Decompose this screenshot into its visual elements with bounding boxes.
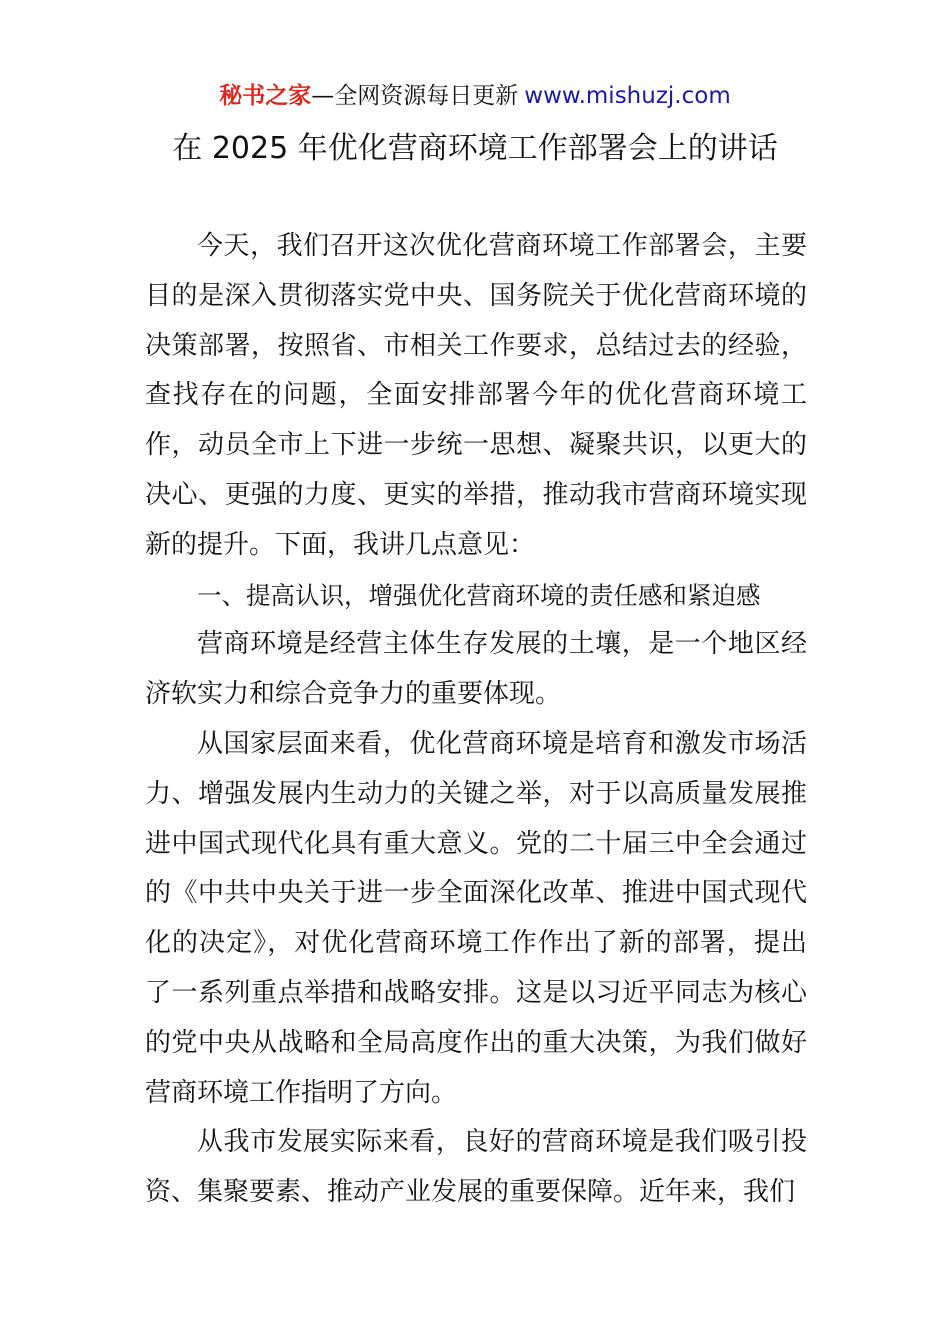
document-title: 在 2025 年优化营商环境工作部署会上的讲话 [172,131,778,166]
paragraph: 营商环境是经营主体生存发展的土壤，是一个地区经济软实力和综合竞争力的重要体现。 [145,629,807,710]
paragraph-intro: 今天，我们召开这次优化营商环境工作部署会，主要目的是深入贯彻落实党中央、国务院关于优化营商环境的决策部署，按照省、市相关工作要求，总结过去的经验，查找存在的问题，全面安排部署今年的优化营商环境工作，动员全市上下进一步统一思想、凝聚共识，以更大的决心、更强的力度、更实的举措，推动我市营商环境实现新的提升。下面，我讲几点意见： [145,231,807,560]
document-body [145,222,807,1218]
paragraph: 从国家层面来看，优化营商环境是培育和激发市场活力、增强发展内生动力的关键之举，对于以高质量发展推进中国式现代化具有重大意义。党的二十届三中全会通过的《中共中央关于进一步全面深化改革、推进中国式现代化的决定》，对优化营商环境工作作出了新的部署，提出了一系列重点举措和战略安排。这是以习近平同志为核心的党中央从战略和全局高度作出的重大决策，为我们做好营商环境工作指明了方向。 [145,728,807,1108]
site-url-link[interactable]: www.mishuzj.com [524,83,731,109]
brand-name: 秘书之家 [219,83,312,109]
header-tagline: —全网资源每日更新 [311,83,519,109]
site-header [0,80,950,112]
paragraph: 从我市发展实际来看，良好的营商环境是我们吸引投资、集聚要素、推动产业发展的重要保障。近年来，我们 [145,1127,807,1208]
section-heading-1: 一、提高认识，增强优化营商环境的责任感和紧迫感 [197,580,761,610]
